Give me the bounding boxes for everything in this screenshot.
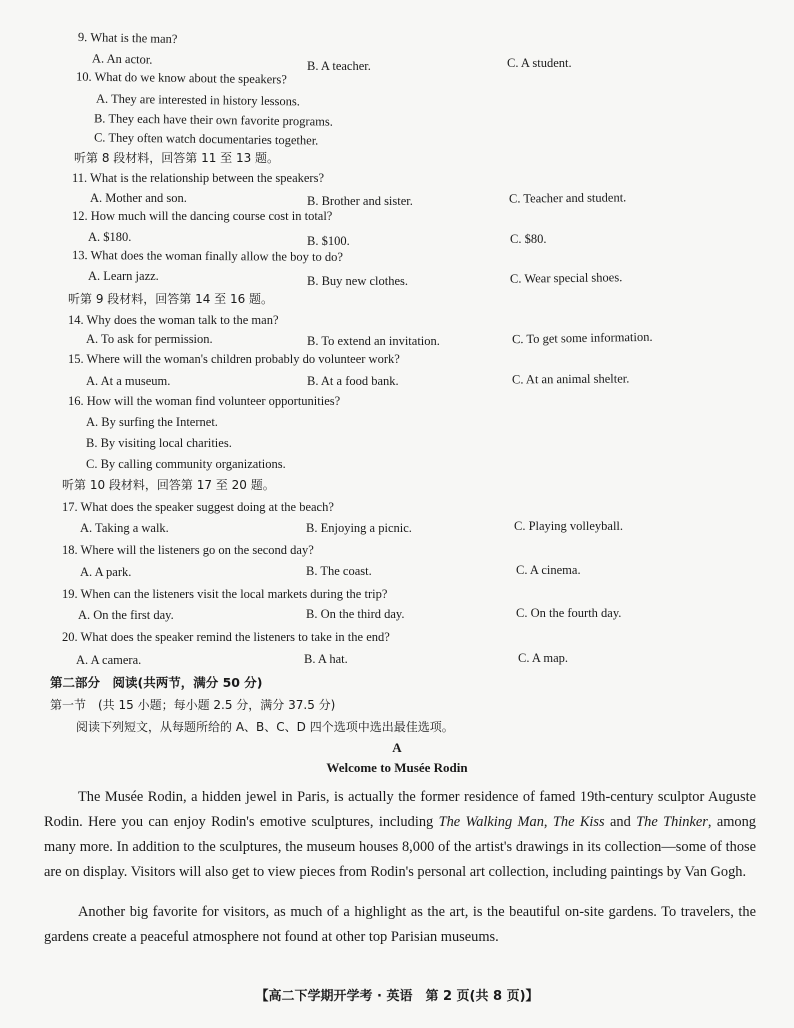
passage-title: Welcome to Musée Rodin bbox=[326, 760, 468, 775]
paragraph-1-text-b: , among many more. In addition to the sculptures, the museum houses 8,000 of the artist's drawings in its collection—some of those are on display. Visitors will also get to view pieces from Rodin's personal art collection, including paintings by Van Gogh. bbox=[44, 814, 756, 880]
q18-option-c: C. A cinema. bbox=[516, 563, 581, 577]
q9-option-c: C. A student. bbox=[507, 56, 572, 70]
q10-option-b: B. They each have their own favorite programs. bbox=[93, 111, 334, 129]
q13-option-c: C. Wear special shoes. bbox=[509, 270, 623, 286]
q14-option-b: B. To extend an invitation. bbox=[307, 334, 440, 348]
q11-option-c: C. Teacher and student. bbox=[508, 190, 627, 206]
q19-option-c: C. On the fourth day. bbox=[516, 606, 622, 620]
part2-section1: 第一节 (共 15 小题；每小题 2.5 分，满分 37.5 分) bbox=[50, 698, 336, 712]
section-header-10: 听第 10 段材料，回答第 17 至 20 题。 bbox=[62, 478, 275, 492]
q20-option-c: C. A map. bbox=[518, 651, 569, 665]
q17-option-c: C. Playing volleyball. bbox=[514, 519, 624, 533]
q12-option-c: C. $80. bbox=[510, 232, 547, 246]
section-header-9: 听第 9 段材料，回答第 14 至 16 题。 bbox=[68, 292, 274, 306]
q14-option-c: C. To get some information. bbox=[511, 329, 653, 347]
paragraph-1-text-a: The Musée Rodin, a hidden jewel in Paris, is actually the former residence of famed 19th-century sculptor Auguste Rodin. Here you can enjoy Rodin's emotive sculptures, including bbox=[44, 789, 756, 830]
question-13: 13. What does the woman finally allow the boy to do? bbox=[71, 248, 343, 264]
work-title-kiss: The Kiss bbox=[552, 814, 605, 830]
q10-option-c: C. They often watch documentaries together. bbox=[93, 130, 319, 148]
q16-option-a: A. By surfing the Internet. bbox=[86, 415, 218, 429]
question-17: 17. What does the speaker suggest doing at the beach? bbox=[62, 500, 334, 514]
paragraph-1-sep-2: and bbox=[604, 814, 637, 830]
question-16: 16. How will the woman find volunteer opportunities? bbox=[68, 394, 341, 408]
part2-title: 第二部分 阅读(共两节，满分 50 分) bbox=[50, 675, 263, 690]
question-10: 10. What do we know about the speakers? bbox=[75, 69, 287, 87]
q15-option-a: A. At a museum. bbox=[86, 374, 171, 388]
part2-instruction: 阅读下列短文，从每题所给的 A、B、C、D 四个选项中选出最佳选项。 bbox=[76, 720, 454, 734]
question-9: 9. What is the man? bbox=[77, 29, 178, 47]
q19-option-b: B. On the third day. bbox=[306, 607, 405, 621]
question-12: 12. How much will the dancing course cost in total? bbox=[72, 209, 333, 223]
q16-option-b: B. By visiting local charities. bbox=[86, 436, 232, 450]
question-19: 19. When can the listeners visit the local markets during the trip? bbox=[62, 587, 388, 601]
work-title-walking-man: The Walking Man bbox=[438, 814, 544, 830]
q9-option-a: A. An actor. bbox=[91, 51, 153, 67]
q13-option-a: A. Learn jazz. bbox=[88, 269, 159, 283]
work-title-thinker: The Thinker bbox=[636, 814, 708, 830]
q15-option-c: C. At an animal shelter. bbox=[511, 371, 630, 387]
q17-option-a: A. Taking a walk. bbox=[80, 521, 169, 535]
q12-option-a: A. $180. bbox=[88, 230, 132, 244]
q11-option-a: A. Mother and son. bbox=[90, 191, 187, 205]
question-14: 14. Why does the woman talk to the man? bbox=[68, 313, 279, 327]
q10-option-a: A. They are interested in history lessons. bbox=[95, 91, 300, 109]
section-header-8: 听第 8 段材料，回答第 11 至 13 题。 bbox=[74, 151, 280, 165]
q12-option-b: B. $100. bbox=[307, 234, 350, 248]
passage-paragraph-2: Another big favorite for visitors, as much of a highlight as the art, is the beautiful on-site gardens. To travelers, the gardens create a peaceful atmosphere not found at other top Parisian museums. bbox=[44, 904, 756, 945]
passage-letter: A bbox=[392, 740, 402, 755]
q11-option-b: B. Brother and sister. bbox=[307, 194, 413, 208]
q18-option-b: B. The coast. bbox=[306, 564, 372, 578]
q14-option-a: A. To ask for permission. bbox=[86, 332, 213, 346]
q9-option-b: B. A teacher. bbox=[307, 59, 371, 73]
q16-option-c: C. By calling community organizations. bbox=[86, 457, 286, 471]
passage-paragraph-1 bbox=[44, 785, 756, 885]
question-11: 11. What is the relationship between the speakers? bbox=[72, 171, 325, 185]
bleed-through bbox=[430, 44, 433, 56]
question-20: 20. What does the speaker remind the listeners to take in the end? bbox=[62, 630, 390, 644]
q18-option-a: A. A park. bbox=[80, 565, 132, 579]
q17-option-b: B. Enjoying a picnic. bbox=[306, 521, 412, 535]
paragraph-1-sep-1: , bbox=[543, 814, 553, 830]
question-15: 15. Where will the woman's children probably do volunteer work? bbox=[68, 352, 400, 366]
q13-option-b: B. Buy new clothes. bbox=[307, 274, 409, 288]
question-18: 18. Where will the listeners go on the second day? bbox=[62, 543, 314, 557]
q19-option-a: A. On the first day. bbox=[78, 608, 174, 622]
page-footer: 【高二下学期开学考 · 英语 第 2 页(共 8 页)】 bbox=[255, 989, 539, 1004]
q20-option-a: A. A camera. bbox=[76, 653, 142, 667]
q15-option-b: B. At a food bank. bbox=[307, 374, 399, 388]
q20-option-b: B. A hat. bbox=[304, 652, 348, 666]
